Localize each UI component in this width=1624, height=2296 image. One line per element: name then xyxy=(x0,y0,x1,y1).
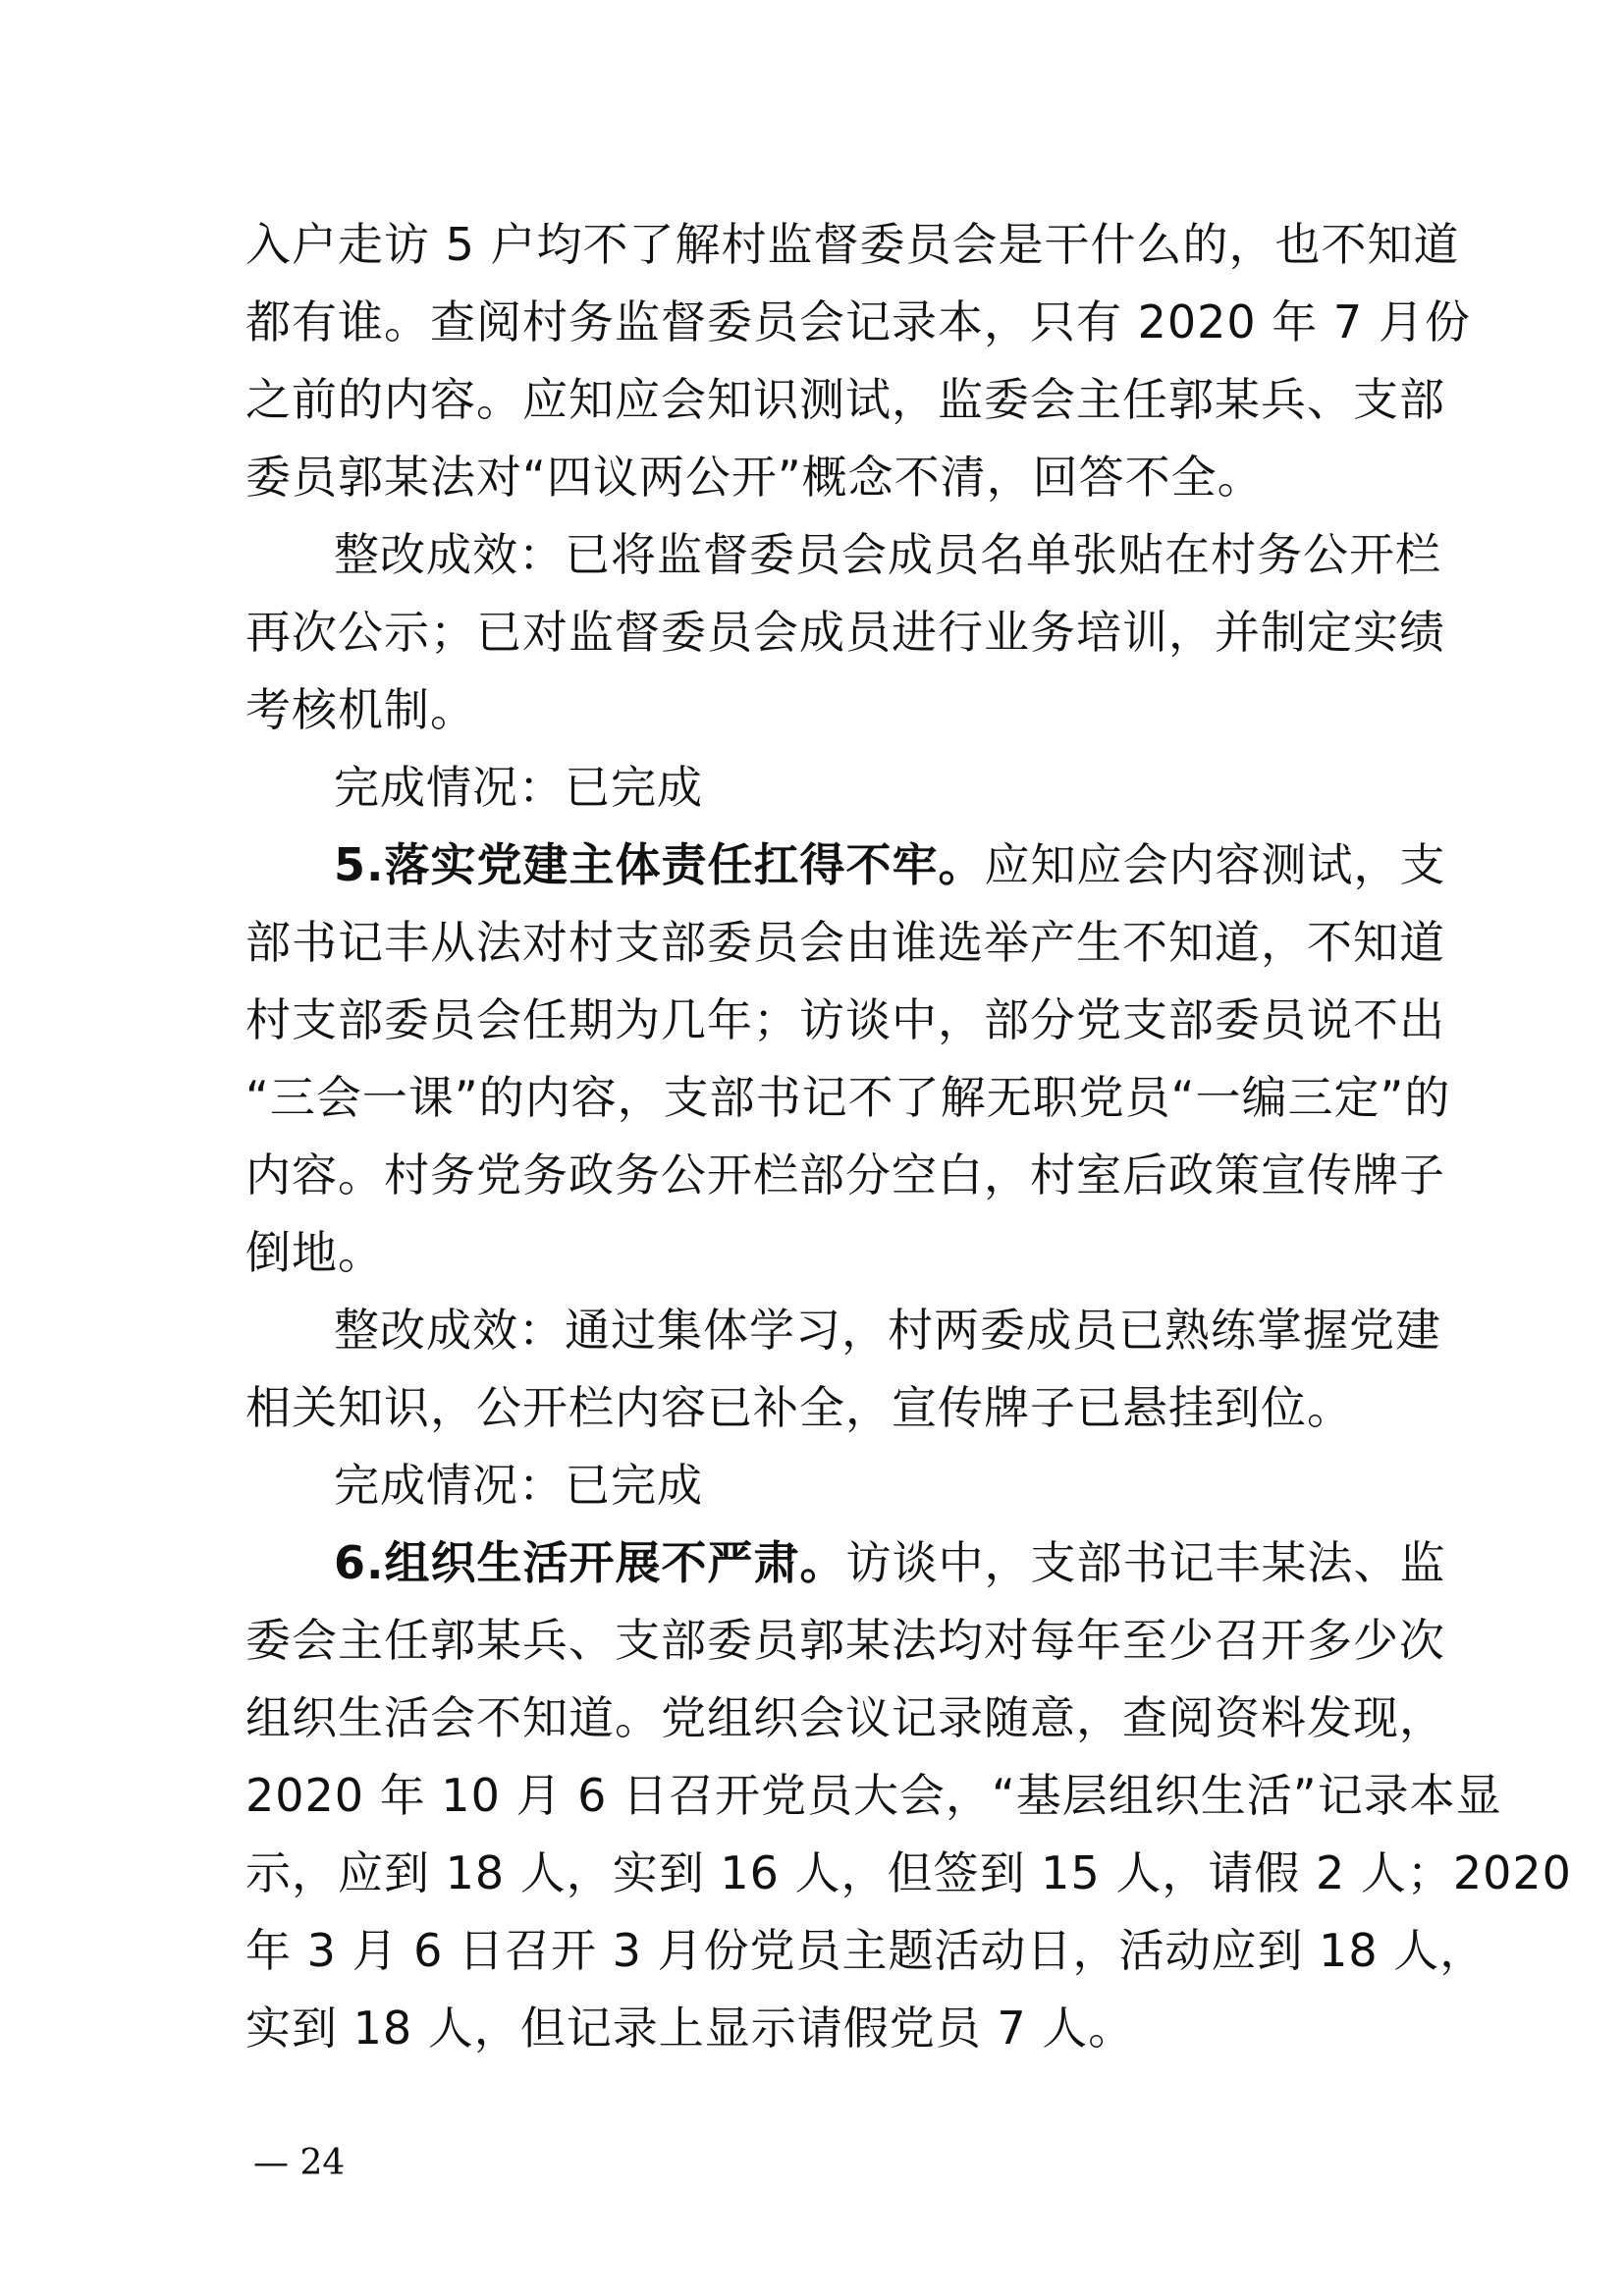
body-text: 整改成效：通过集体学习，村两委成员已熟练掌握党建 xyxy=(334,1304,1441,1357)
body-line xyxy=(245,1369,1394,1447)
page-number: — 24 xyxy=(253,2143,346,2183)
body-text: 再次公示；已对监督委员会成员进行业务培训，并制定实绩 xyxy=(245,606,1445,659)
body-line xyxy=(245,904,1445,982)
body-text: 内容。村务党务政务公开栏部分空白，村室后政策宣传牌子 xyxy=(245,1148,1445,1201)
completion-status-line xyxy=(245,749,1394,827)
body-line xyxy=(245,206,1460,284)
body-text: 村支部委员会任期为几年；访谈中，部分党支部委员说不出 xyxy=(245,993,1445,1046)
body-text: 委会主任郭某兵、支部委员郭某法均对每年至少召开多少次 xyxy=(245,1614,1445,1667)
body-line xyxy=(245,1214,1394,1292)
body-text: 考核机制。 xyxy=(245,683,476,736)
body-line xyxy=(245,982,1445,1059)
body-text: 组织生活会不知道。党组织会议记录随意，查阅资料发现， xyxy=(245,1691,1445,1744)
body-line xyxy=(245,1912,1487,1990)
body-line xyxy=(245,1602,1445,1680)
body-text: 年 3 月 6 日召开 3 月份党员主题活动日，活动应到 18 人， xyxy=(245,1924,1487,1977)
rectification-result-line xyxy=(245,1292,1441,1369)
body-line xyxy=(245,284,1471,361)
body-text: 整改成效：已将监督委员会成员名单张贴在村务公开栏 xyxy=(334,528,1441,581)
body-line xyxy=(245,1137,1445,1214)
body-line xyxy=(245,1757,1502,1835)
document-body xyxy=(245,206,1572,2067)
body-text: 2020 年 10 月 6 日召开党员大会，“基层组织生活”记录本显 xyxy=(245,1769,1502,1822)
body-text: “三会一课”的内容，支部书记不了解无职党员“一编三定”的 xyxy=(245,1071,1451,1124)
body-line xyxy=(245,1680,1445,1757)
body-text: 应知应会内容测试，支 xyxy=(984,838,1446,891)
body-line xyxy=(245,361,1445,439)
completion-status-text: 完成情况：已完成 xyxy=(334,761,703,814)
body-text: 相关知识，公开栏内容已补全，宣传牌子已悬挂到位。 xyxy=(245,1381,1353,1434)
body-text: 部书记丰从法对村支部委员会由谁选举产生不知道，不知道 xyxy=(245,916,1445,969)
body-text: 之前的内容。应知应会知识测试，监委会主任郭某兵、支部 xyxy=(245,373,1445,426)
body-line xyxy=(245,594,1445,671)
body-text: 入户走访 5 户均不了解村监督委员会是干什么的，也不知道 xyxy=(245,218,1460,271)
body-text: 倒地。 xyxy=(245,1226,384,1279)
section-5-heading: 5.落实党建主体责任扛得不牢。 xyxy=(334,838,985,891)
body-line xyxy=(245,1990,1394,2067)
body-line xyxy=(245,1059,1451,1137)
section-6-heading: 6.组织生活开展不严肃。 xyxy=(334,1536,846,1589)
body-text: 实到 18 人，但记录上显示请假党员 7 人。 xyxy=(245,2002,1135,2055)
section-5-line xyxy=(245,827,1446,904)
rectification-result-line xyxy=(245,516,1441,594)
completion-status-line xyxy=(245,1447,1394,1524)
body-line xyxy=(245,671,1394,749)
body-text: 访谈中，支部书记丰某法、监 xyxy=(845,1536,1446,1589)
body-text: 委员郭某法对“四议两公开”概念不清，回答不全。 xyxy=(245,451,1264,504)
completion-status-text: 完成情况：已完成 xyxy=(334,1459,703,1512)
body-text: 都有谁。查阅村务监督委员会记录本，只有 2020 年 7 月份 xyxy=(245,295,1471,348)
body-text: 示，应到 18 人，实到 16 人，但签到 15 人，请假 2 人；2020 xyxy=(245,1846,1572,1899)
body-line xyxy=(245,439,1394,516)
body-line xyxy=(245,1835,1572,1912)
section-6-line xyxy=(245,1524,1446,1602)
